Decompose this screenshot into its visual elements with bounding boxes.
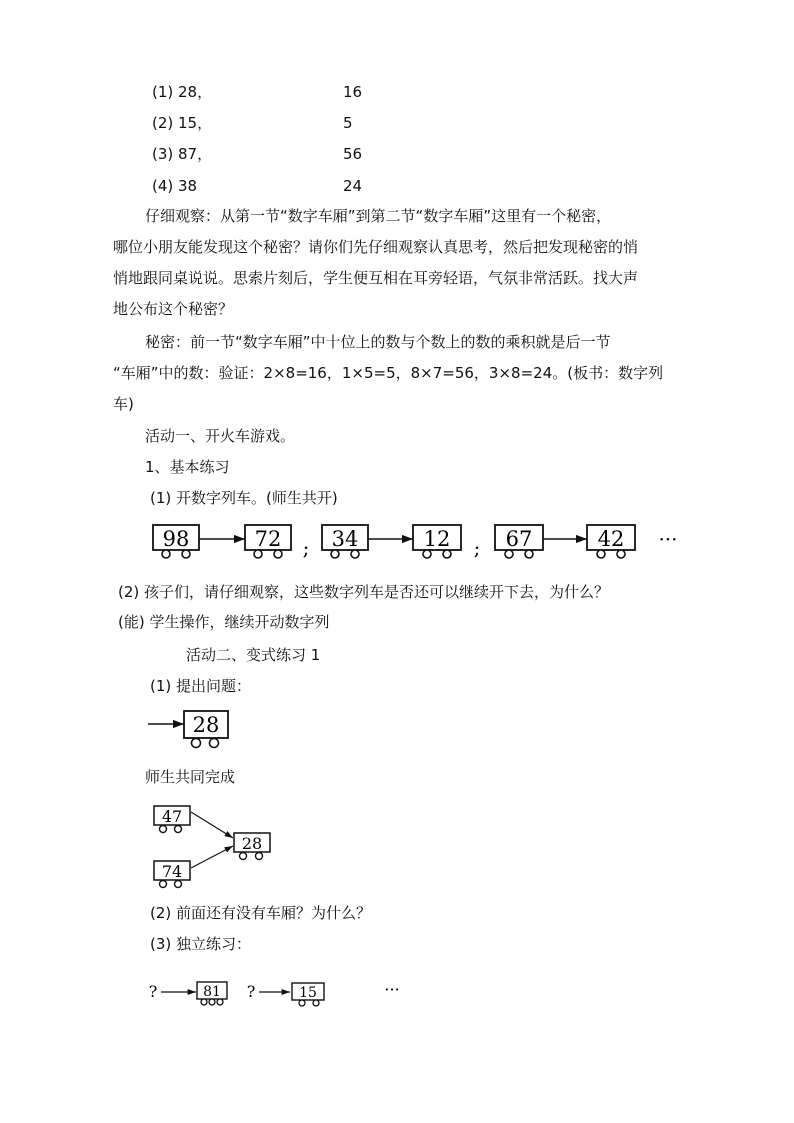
secret-line-3: 车): [113, 395, 134, 413]
train-car-42: [587, 525, 635, 558]
pair-1-left: (1) 28，: [152, 83, 213, 101]
arrow-icon: [191, 812, 233, 838]
observe-paragraph: [113, 201, 673, 325]
train-car-number: 34: [331, 527, 359, 551]
train-car-28-target: [234, 833, 270, 860]
train-car-number: 67: [505, 527, 533, 551]
train-car-72: [245, 525, 291, 558]
practice-train-diagram: [140, 975, 420, 1015]
unknown-mark: ?: [148, 982, 158, 1001]
activity1-title: 活动一、开火车游戏。: [145, 427, 296, 445]
observe-line-3: 悄地跟同桌说说。思索片刻后，学生便互相在耳旁轻语，气氛非常活跃。找大声: [113, 269, 639, 287]
train-car-98: [153, 525, 199, 558]
secret-line-1: 秘密：前一节“数字车厢”中十位上的数与个数上的数的乘积就是后一节: [145, 333, 611, 351]
separator: ;: [473, 536, 481, 560]
train-car-number: 98: [162, 527, 190, 551]
train-car-number: 72: [254, 527, 282, 551]
train-car-74: [154, 861, 190, 888]
raise-question-label: (1) 提出问题：: [150, 677, 252, 695]
train-car-number: 28: [241, 834, 263, 853]
arrow-icon: [191, 846, 233, 868]
together-done-label: 师生共同完成: [145, 768, 236, 786]
train-car-47: [154, 806, 190, 833]
pair-2-left: (2) 15，: [152, 114, 213, 132]
independent-practice-label: (3) 独立练习：: [150, 935, 252, 953]
train-row-diagram: [0, 515, 794, 565]
separator: ;: [302, 536, 310, 560]
pair-3-left: (3) 87，: [152, 145, 213, 163]
merge-diagram: [145, 798, 305, 893]
secret-line-2: “车厢”中的数：验证：2×8=16，1×5=5，8×7=56，3×8=24。(板书：数字列: [113, 364, 664, 382]
train-car-number: 74: [161, 862, 183, 881]
pair-1-right: 16: [343, 83, 363, 101]
basic-practice-heading: 1、基本练习: [145, 458, 230, 476]
question-front-label: (2) 前面还有没有车厢？为什么？: [150, 904, 372, 922]
train-car-15: [292, 983, 324, 1006]
problem-car-diagram: [140, 703, 240, 763]
unknown-mark: ?: [246, 982, 256, 1001]
ellipsis: ···: [384, 980, 400, 999]
train-car-number: 47: [161, 807, 183, 826]
question2-line-2: (能) 学生操作，继续开动数字列: [118, 613, 330, 631]
train-car-number: 28: [192, 713, 220, 737]
question2-line-1: (2) 孩子们，请仔细观察，这些数字列车是否还可以继续开下去，为什么？: [118, 583, 610, 601]
step1-label: (1) 开数字列车。(师生共开): [150, 489, 338, 507]
train-car-number: 12: [423, 527, 451, 551]
observe-line-1: 仔细观察：从第一节“数字车厢”到第二节“数字车厢”这里有一个秘密，: [145, 207, 612, 225]
activity2-title: 活动二、变式练习 1: [186, 646, 321, 664]
train-car-34: [322, 525, 368, 558]
observe-line-2: 哪位小朋友能发现这个秘密？请你们先仔细观察认真思考，然后把发现秘密的悄: [113, 238, 639, 256]
pair-4-left: (4) 38: [152, 177, 198, 195]
ellipsis: ···: [658, 527, 678, 551]
train-car-number: 15: [299, 985, 317, 1001]
observe-line-4: 地公布这个秘密？: [113, 300, 234, 318]
train-car-81: [197, 982, 227, 1005]
pair-4-right: 24: [343, 177, 363, 195]
train-car-number: 42: [597, 527, 625, 551]
secret-paragraph: [113, 327, 673, 420]
train-car-number: 81: [203, 984, 221, 1000]
pair-2-right: 5: [343, 114, 353, 132]
train-car-67: [495, 525, 543, 558]
train-car-12: [413, 525, 461, 558]
pair-3-right: 56: [343, 145, 363, 163]
